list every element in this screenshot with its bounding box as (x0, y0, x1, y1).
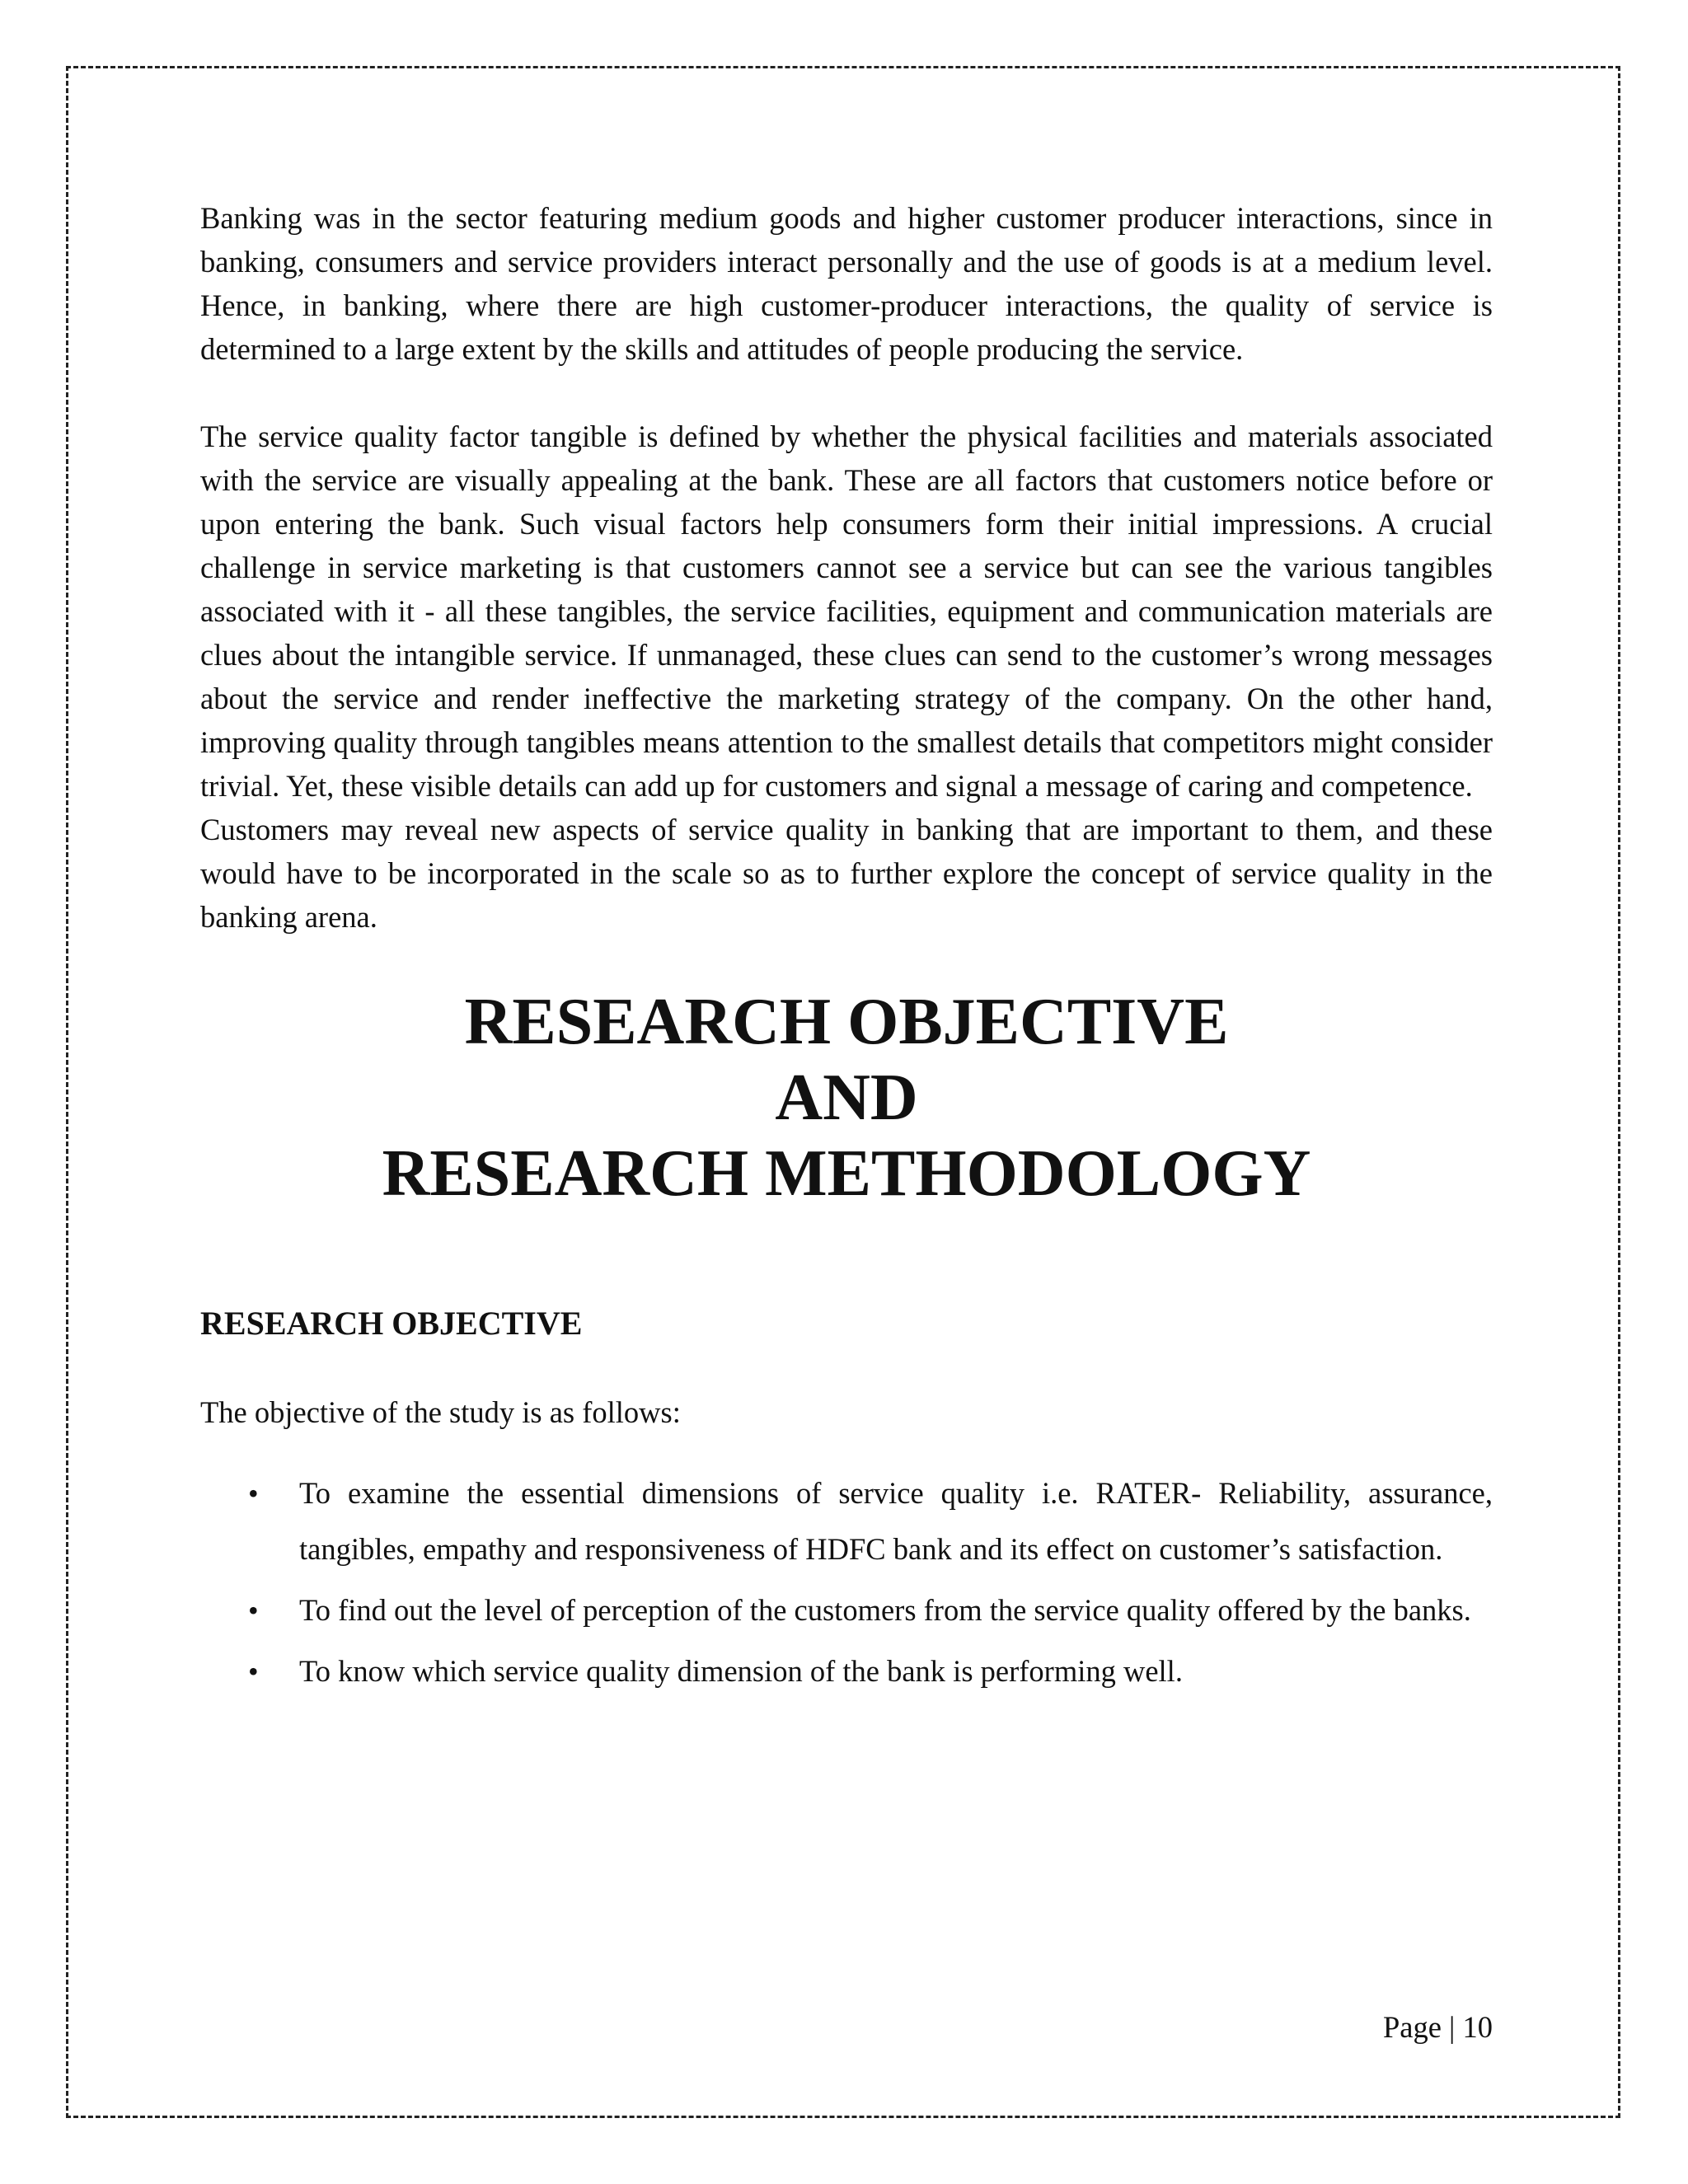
list-item-text: To find out the level of perception of the customers from the service quality offered by the banks. (299, 1593, 1471, 1627)
body-paragraph: Customers may reveal new aspects of service quality in banking that are important to them, and these would have to be incorporated in the scale so as to further explore the concept of service quality in the banking arena. (200, 813, 1493, 934)
list-item-text: To examine the essential dimensions of service quality i.e. RATER- Reliability, assurance, tangibles, empathy and responsiveness of HDFC bank and its effect on customer’s satisfaction. (299, 1476, 1493, 1566)
list-item (200, 1582, 1493, 1638)
chapter-heading-line: RESEARCH METHODOLOGY (382, 1137, 1311, 1210)
chapter-heading-line: AND (775, 1062, 918, 1134)
bullet-icon: • (248, 1594, 259, 1627)
list-item-text: To know which service quality dimension of the bank is performing well. (299, 1654, 1183, 1688)
body-paragraph: The service quality factor tangible is defined by whether the physical facilities and materials associated with the service are visually appealing at the bank. These are all factors that customers notice before or upon entering the bank. Such visual factors help consumers form their initial impressions. A crucial challenge in service marketing is that customers cannot see a service but can see the various tangibles associated with it - all these tangibles, the service facilities, equipment and communication materials are clues about the intangible service. If unmanaged, these clues can send to the customer’s wrong messages about the service and render ineffective the marketing strategy of the company. On the other hand, improving quality through tangibles means attention to the smallest details that competitors might consider trivial. Yet, these visible details can add up for customers and signal a message of caring and competence. (200, 419, 1493, 803)
list-item (200, 1643, 1493, 1699)
page-number: Page | 10 (1382, 2010, 1493, 2044)
objective-list (200, 1465, 1493, 1699)
document-content (200, 196, 1493, 1704)
list-item (200, 1465, 1493, 1577)
chapter-heading (200, 984, 1493, 1212)
chapter-heading-line: RESEARCH OBJECTIVE (464, 986, 1229, 1058)
body-paragraph: Banking was in the sector featuring medium goods and higher customer producer interactions, since in banking, consumers and service providers interact personally and the use of goods is at a medium level. Hence, in banking, where there are high customer-producer interactions, the quality of service is determined to a large extent by the skills and attitudes of people producing the service. (200, 201, 1493, 366)
objective-intro: The objective of the study is as follows: (200, 1395, 681, 1429)
bullet-icon: • (248, 1655, 259, 1688)
section-heading: RESEARCH OBJECTIVE (200, 1305, 583, 1342)
bullet-icon: • (248, 1477, 259, 1510)
